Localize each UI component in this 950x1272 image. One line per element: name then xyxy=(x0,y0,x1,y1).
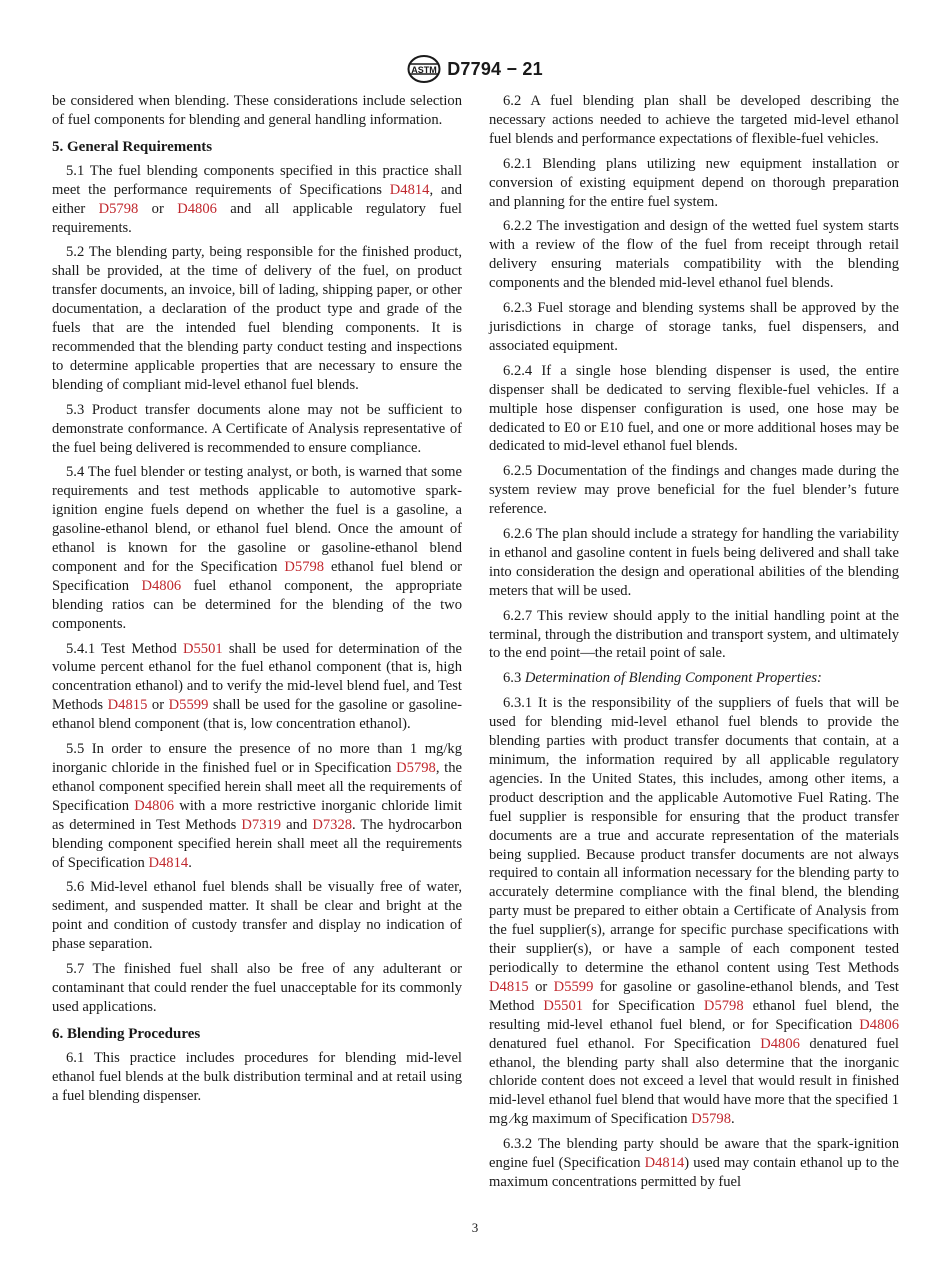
paragraph-5-5: 5.5 In order to ensure the presence of no more than 1 mg/kg inorganic chloride in the finished fuel or in Specification D5798, the ethanol component specified herein shall meet all the requirements of Specification D4806 with a more restrictive inorganic chloride limit as determined in Test Methods D7319 and D7328. The hydrocarbon blending component specified herein shall meet all the requirements of Specification D4814. xyxy=(52,741,462,871)
paragraph-5-6: 5.6 Mid-level ethanol fuel blends shall be visually free of water, sediment, and suspended matter. It shall be clear and bright at the point and condition of custody transfer and display no indication of phase separation. xyxy=(52,879,462,953)
ref-link[interactable]: D5501 xyxy=(182,640,223,657)
ref-link[interactable]: D4814 xyxy=(644,1155,685,1172)
ref-link[interactable]: D4806 xyxy=(760,1035,800,1052)
paragraph-6-3-2: 6.3.2 The blending party should be aware that the spark-ignition engine fuel (Specification D4814) used may contain ethanol up to the maximum concentrations permitted by fuel xyxy=(489,1136,899,1190)
paragraph-5-4-1: 5.4.1 Test Method D5501 shall be used for determination of the volume percent ethanol for the fuel ethanol component (that is, high concentration ethanol) and to verify the mid-level blend fuel, and Test Methods D4815 or D5599 shall be used for the gasoline or gasoline-ethanol blend component (that is, low concentration ethanol). xyxy=(52,640,462,733)
ref-link[interactable]: D5798 xyxy=(691,1111,731,1128)
paragraph-6-1: 6.1 This practice includes procedures for blending mid-level ethanol fuel blends at the bulk distribution terminal and at retail using a fuel blending dispenser. xyxy=(52,1049,462,1104)
ref-link[interactable]: D5798 xyxy=(284,558,325,575)
paragraph-6-2-6: 6.2.6 The plan should include a strategy for handling the variability in ethanol and gasoline content in fuels being delivered and shall take into consideration the design and operational abilities of the blending meters that will be used. xyxy=(489,526,899,599)
paragraph-5-4: 5.4 The fuel blender or testing analyst, or both, is warned that some requirements and test methods applicable to automotive spark-ignition engine fuels depend on whether the fuel is a gasoline, a gasoline-ethanol blend, or ethanol fuel blend. Once the amount of ethanol is known for the gasoline or gasoline-ethanol blend component and for the Specification D5798 ethanol fuel blend or Specification D4806 fuel ethanol component, the appropriate blending ratios can be determined for the blending of the two components. xyxy=(52,464,462,632)
ref-link[interactable]: D4815 xyxy=(107,697,148,714)
ref-link[interactable]: D5599 xyxy=(553,978,594,995)
paragraph-6-2: 6.2 A fuel blending plan shall be developed describing the necessary actions needed to achieve the targeted mid-level ethanol fuel blends and performance expectations of flexible-fuel vehicles. xyxy=(489,93,899,147)
page-header xyxy=(0,52,950,86)
page-number: 3 xyxy=(471,1220,479,1235)
right-column xyxy=(489,92,899,1198)
subsection-heading-6-3: 6.3 Determination of Blending Component Properties: xyxy=(503,670,822,687)
ref-link[interactable]: D5798 xyxy=(98,200,139,217)
ref-link[interactable]: D4814 xyxy=(389,181,430,198)
paragraph-5-7: 5.7 The finished fuel shall also be free of any adulterant or contaminant that could render the fuel unacceptable for its commonly used applications. xyxy=(52,961,462,1015)
paragraph-continuation: be considered when blending. These considerations include selection of fuel components for blending and general handling information. xyxy=(52,93,462,128)
paragraph-6-2-3: 6.2.3 Fuel storage and blending systems shall be approved by the jurisdictions in charge of storage tanks, fuel dispensers, and associated equipment. xyxy=(489,300,899,354)
ref-link[interactable]: D5501 xyxy=(543,997,584,1014)
paragraph-5-3: 5.3 Product transfer documents alone may not be sufficient to demonstrate conformance. A Certificate of Analysis representative of the fuel being delivered is recommended to ensure compliance. xyxy=(52,401,462,456)
paragraph-6-2-2: 6.2.2 The investigation and design of the wetted fuel system starts with a review of the flow of the fuel from receipt through retail delivery ensuring materials compatibility with the blending components and the blended mid-level ethanol fuel blends. xyxy=(489,218,899,292)
header-group xyxy=(407,54,543,84)
astm-logo-text: ASTM xyxy=(411,65,437,75)
ref-link[interactable]: D4806 xyxy=(134,797,175,814)
paragraph-6-2-5: 6.2.5 Documentation of the findings and changes made during the system review may prove beneficial for the fuel blender’s future reference. xyxy=(489,463,899,518)
paragraph-6-2-4: 6.2.4 If a single hose blending dispenser is used, the entire dispenser shall be dedicated to serving flexible-fuel vehicles. If a multiple hose dispenser configuration is used, one hose may be dedicated to E0 or E10 fuel, and one or more additional hoses may be dedicated to mid-level ethanol fuel blends. xyxy=(489,362,899,455)
paragraph-5-1: 5.1 The fuel blending components specified in this practice shall meet the performance requirements of Specifications D4814, and either D5798 or D4806 and all applicable regulatory fuel requirements. xyxy=(52,162,463,236)
ref-link[interactable]: D4806 xyxy=(141,577,182,594)
standard-designation: D7794 − 21 xyxy=(447,58,543,79)
section-heading-5: 5. General Requirements xyxy=(52,138,213,155)
ref-link[interactable]: D4814 xyxy=(148,854,189,871)
paragraph-6-3-1: 6.3.1 It is the responsibility of the suppliers of fuels that will be used for blending mid-level ethanol fuel blends to provide the blending parties with product transfer documents that contain, at a minimum, the information required by all applicable regulatory agencies. In the United States, this includes, among other items, a product description and the applicable Automotive Fuel Rating. The fuel supplier is responsible for ensuring that the product transfer documents are a true and accurate representation of the materials being supplied. Because product transfer documents are not always required to contain all information necessary for the blending party to accurately determine compliance with the final blend, the blending party must be prepared to either obtain a Certificate of Analysis from the fuel supplier(s), arrange for specific purchase specifications with their supplier(s), or have a sample of each component tested periodically to determine the ethanol content using Test Methods D4815 or D5599 for gasoline or gasoline-ethanol blends, and Test Method D5501 for Specification D5798 ethanol fuel blend, the resulting mid-level ethanol fuel blend, or for Specification D4806 denatured fuel ethanol. For Specification D4806 denatured fuel ethanol, the blending party shall also determine that the inorganic chloride content does not exceed a level that would result in finished mid-level ethanol fuel blend that would have more that the specified 1 mg ⁄kg maximum of Specification D5798. xyxy=(489,695,899,1128)
ref-link[interactable]: D5599 xyxy=(168,697,209,714)
paragraph-6-2-1: 6.2.1 Blending plans utilizing new equipment installation or conversion of existing equipment depend on thorough preparation and planning for the entire fuel system. xyxy=(489,155,899,210)
ref-link[interactable]: D7328 xyxy=(312,816,353,833)
ref-link[interactable]: D4806 xyxy=(859,1016,899,1033)
ref-link[interactable]: D5798 xyxy=(396,760,436,776)
astm-logo-icon xyxy=(407,54,441,84)
ref-link[interactable]: D4815 xyxy=(489,978,529,995)
paragraph-5-2: 5.2 The blending party, being responsible for the finished product, shall be provided, at the time of delivery of the fuel, on product transfer documents, an invoice, bill of lading, shipping paper, or other documentation, a declaration of the product type and grade of the fuels that are the intended fuel blending components. It is recommended that the blending party conduct testing and inspections to determine applicable properties that are necessary to ensure the blending of compliant mid-level ethanol fuel blends. xyxy=(52,244,462,393)
ref-link[interactable]: D5798 xyxy=(703,997,744,1014)
section-heading-6: 6. Blending Procedures xyxy=(52,1025,201,1042)
ref-link[interactable]: D4806 xyxy=(177,200,217,217)
ref-link[interactable]: D7319 xyxy=(241,816,282,833)
left-column xyxy=(52,92,462,1112)
paragraph-6-2-7: 6.2.7 This review should apply to the initial handling point at the terminal, through the distribution and transport system, and ultimately to the end point—the retail point of sale. xyxy=(489,607,899,662)
